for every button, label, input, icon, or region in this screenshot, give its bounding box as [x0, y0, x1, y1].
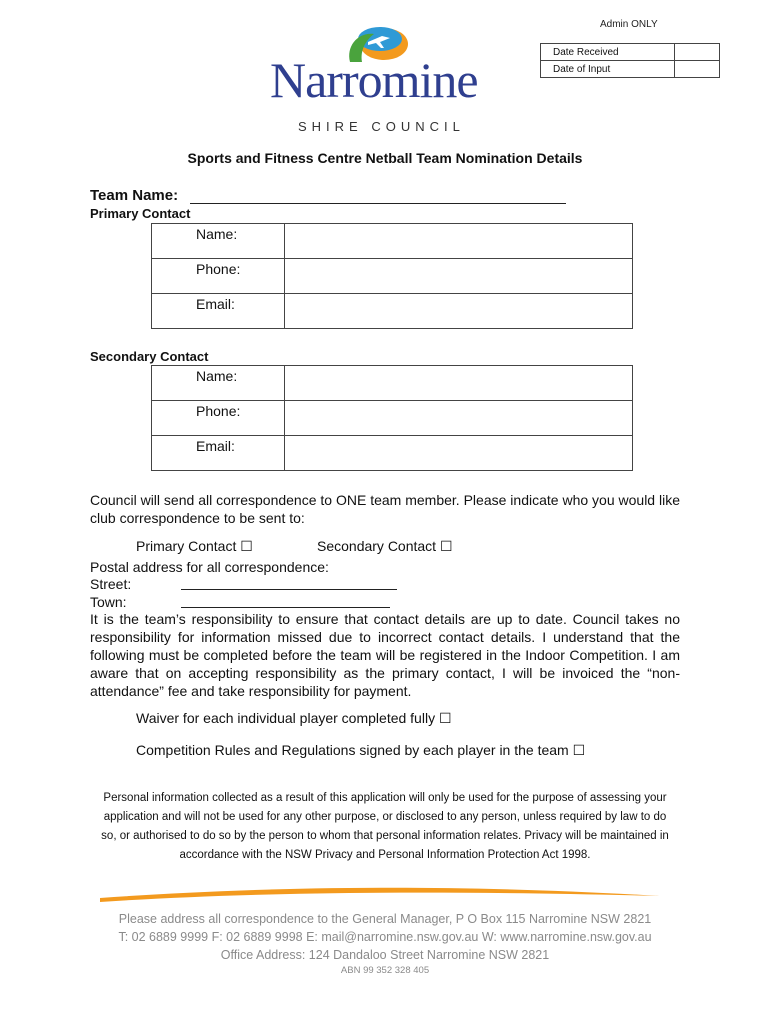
option-secondary-contact[interactable] — [317, 537, 453, 555]
date-received-field[interactable] — [675, 44, 720, 61]
field-label: Phone: — [152, 259, 285, 294]
primary-contact-heading: Primary Contact — [90, 206, 191, 221]
admin-row-date-received — [541, 44, 720, 61]
postal-address-label: Postal address for all correspondence: — [90, 559, 329, 575]
correspondence-intro: Council will send all correspondence to ONE team member. Please indicate who you would like club correspondence to be sent to: — [90, 492, 680, 526]
secondary-contact-table — [151, 365, 633, 471]
responsibility-statement: It is the team’s responsibility to ensure that contact details are up to date. Council takes no responsibility for information missed due to incorrect contact details. I understand that the following must be completed before the team will be registered in the Indoor Competition. I am aware that on accepting responsibility as the primary contact, I will be invoiced the “non-attendance” fee and take responsibility for payment. — [90, 611, 680, 699]
secondary-phone-field[interactable] — [285, 401, 633, 436]
field-label: Name: — [152, 224, 285, 259]
town-input[interactable] — [181, 607, 390, 608]
street-input[interactable] — [181, 589, 397, 590]
primary-phone-field[interactable] — [285, 259, 633, 294]
rules-check[interactable] — [136, 741, 585, 759]
footer-abn: ABN 99 352 328 405 — [340, 965, 430, 976]
checkbox-icon[interactable]: ☐ — [438, 710, 452, 726]
secondary-phone-row — [152, 401, 633, 436]
admin-row-date-of-input — [541, 61, 720, 78]
council-logo-subtitle: SHIRE COUNCIL — [298, 119, 465, 134]
check-label: Competition Rules and Regulations signed by each player in the team — [136, 742, 569, 758]
team-name-input[interactable] — [190, 203, 566, 204]
waiver-check[interactable] — [136, 709, 452, 727]
field-label: Email: — [152, 294, 285, 329]
field-label: Email: — [152, 436, 285, 471]
secondary-name-row — [152, 366, 633, 401]
admin-label: Date Received — [541, 44, 675, 61]
secondary-email-field[interactable] — [285, 436, 633, 471]
swoosh-divider — [100, 884, 660, 904]
team-name-label: Team Name: — [90, 187, 179, 204]
primary-email-field[interactable] — [285, 294, 633, 329]
admin-only-label: Admin ONLY — [600, 19, 658, 30]
secondary-email-row — [152, 436, 633, 471]
option-primary-contact[interactable] — [136, 537, 253, 555]
primary-email-row — [152, 294, 633, 329]
checkbox-icon[interactable]: ☐ — [240, 538, 253, 554]
check-label: Waiver for each individual player completed fully — [136, 710, 436, 726]
field-label: Phone: — [152, 401, 285, 436]
date-of-input-field[interactable] — [675, 61, 720, 78]
secondary-name-field[interactable] — [285, 366, 633, 401]
form-title: Sports and Fitness Centre Netball Team Nomination Details — [187, 150, 583, 166]
option-label: Secondary Contact — [317, 538, 437, 554]
footer-address: Please address all correspondence to the General Manager, P O Box 115 Narromine NSW 2821 — [118, 912, 652, 926]
option-label: Primary Contact — [136, 538, 237, 554]
council-logo-wordmark: Narromine — [270, 52, 478, 108]
admin-table — [540, 43, 720, 78]
town-label: Town: — [90, 594, 127, 610]
secondary-contact-heading: Secondary Contact — [90, 349, 209, 364]
admin-label: Date of Input — [541, 61, 675, 78]
privacy-notice: Personal information collected as a result of this application will only be used for the purpose of assessing your application and will not be used for any other purpose, or disclosed to any person, unless required by law to do so, or authorised to do so by the person to whom that personal information relates. Privacy will be maintained in accordance with the NSW Privacy and Personal Information Protection Act 1998. — [101, 792, 669, 861]
field-label: Name: — [152, 366, 285, 401]
checkbox-icon[interactable]: ☐ — [439, 538, 453, 554]
primary-contact-table — [151, 223, 633, 329]
primary-name-row — [152, 224, 633, 259]
footer-contacts: T: 02 6889 9999 F: 02 6889 9998 E: mail@narromine.nsw.gov.au W: www.narromine.nsw.gov.au — [118, 930, 652, 944]
primary-phone-row — [152, 259, 633, 294]
street-label: Street: — [90, 576, 132, 592]
footer-office-address: Office Address: 124 Dandaloo Street Narromine NSW 2821 — [220, 948, 550, 962]
checkbox-icon[interactable]: ☐ — [572, 742, 586, 758]
primary-name-field[interactable] — [285, 224, 633, 259]
